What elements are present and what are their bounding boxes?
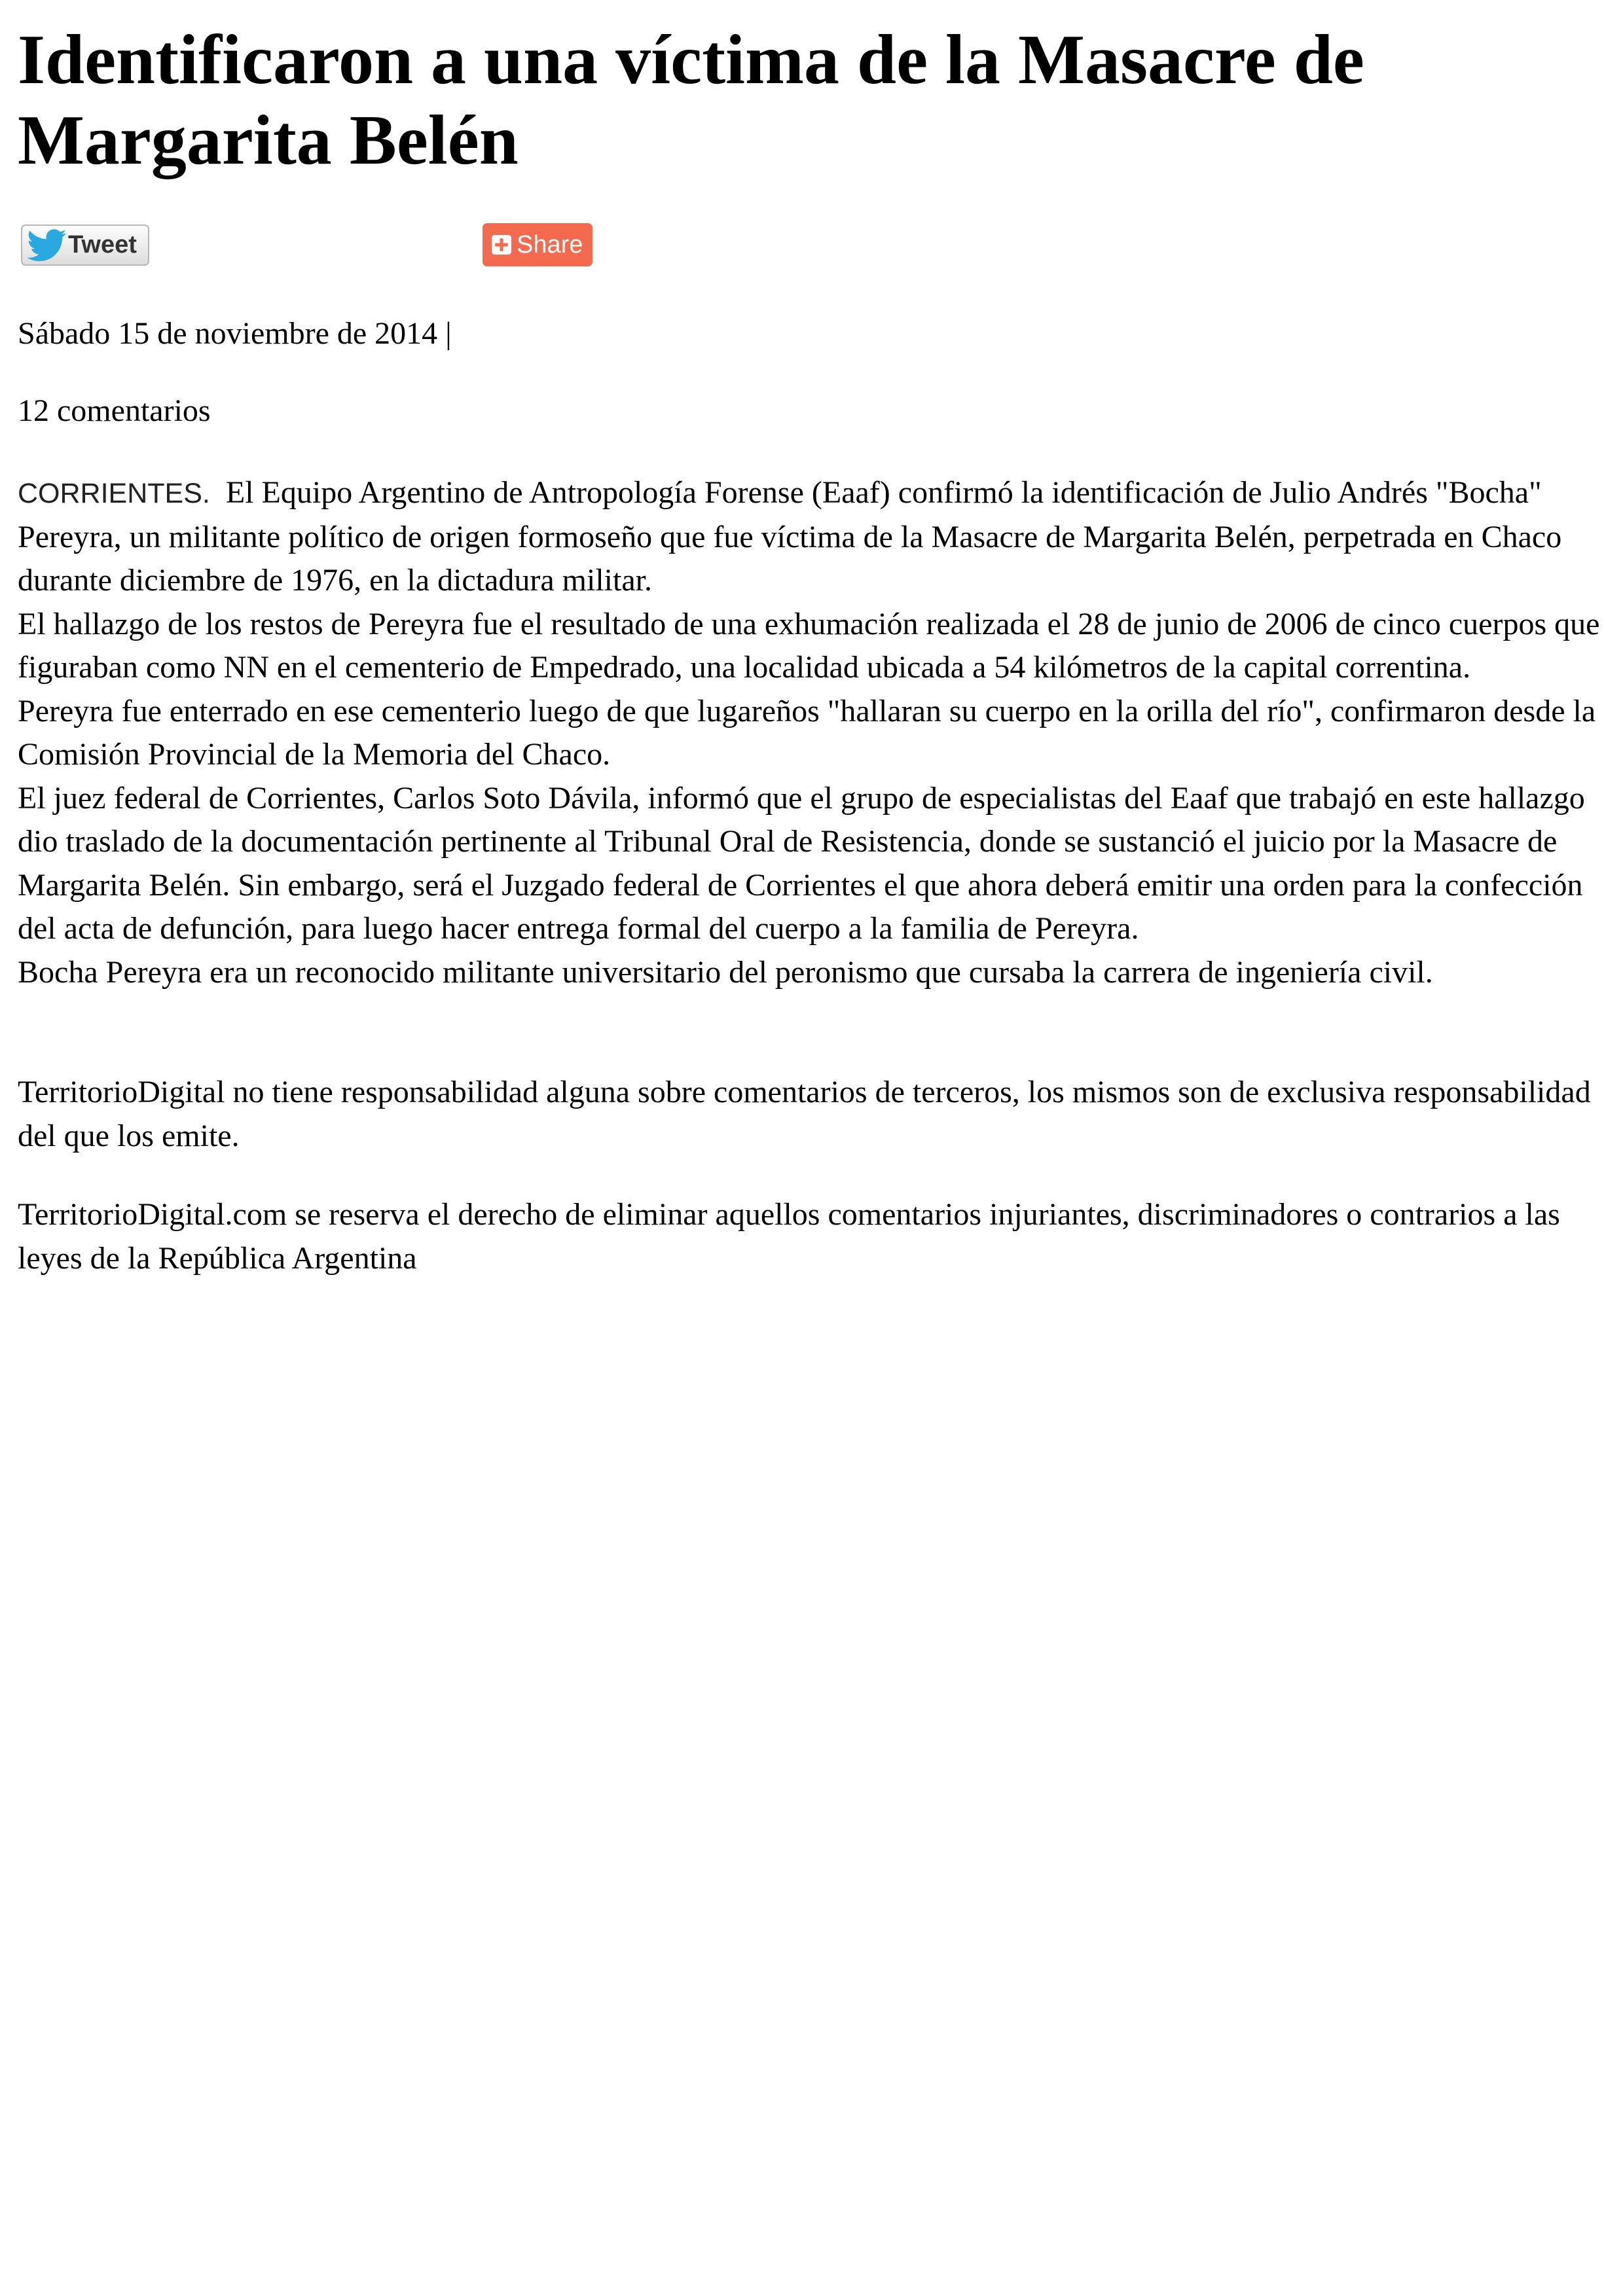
article-paragraph: El juez federal de Corrientes, Carlos Soto Dávila, informó que el grupo de especialistas del Eaaf que trabajó en este hallazgo dio traslado de la documentación pertinente al Tribunal Oral de Resistencia, donde se sustanció el juicio por la Masacre de Margarita Belén. Sin embargo, será el Juzgado federal de Corrientes el que ahora deberá emitir una orden para la confección del acta de defunción, para luego hacer entrega formal del cuerpo a la familia de Pereyra. (18, 780, 1585, 946)
article-paragraph: El hallazgo de los restos de Pereyra fue el resultado de una exhumación realizada el 28 de junio de 2006 de cinco cuerpos que figuraban como NN en el cementerio de Empedrado, una localidad ubicada a 54 kilómetros de la capital correntina. (18, 606, 1600, 685)
tweet-button[interactable] (21, 224, 149, 266)
share-toolbar (18, 224, 672, 270)
tweet-button-label: Tweet (68, 231, 137, 259)
article-page (18, 0, 1609, 1276)
plus-box-icon (492, 235, 511, 255)
share-button-label: Share (517, 230, 583, 259)
article-dateline: CORRIENTES. (18, 478, 210, 509)
comments-disclaimer: TerritorioDigital no tiene responsabilidad alguna sobre comentarios de terceros, los mismos son de exclusiva responsabilidad del que los emite. (18, 1075, 1591, 1153)
article-paragraph-text: El Equipo Argentino de Antropología Forense (Eaaf) confirmó la identificación de Julio Andrés "Bocha" Pereyra, un militante político de origen formoseño que fue víctima de la Masacre de Margarita Belén, perpetrada en Chaco durante diciembre de 1976, en la dictadura militar. (18, 475, 1562, 598)
share-button[interactable] (483, 223, 593, 266)
article-paragraph: Bocha Pereyra era un reconocido militante universitario del peronismo que cursaba la carrera de ingeniería civil. (18, 954, 1433, 990)
twitter-bird-icon (27, 229, 67, 262)
article-body (18, 471, 1609, 994)
article-paragraph (18, 471, 1609, 603)
comments-count-link[interactable]: 12 comentarios (18, 393, 211, 428)
article-headline: Identificaron a una víctima de la Masacre de Margarita Belén (18, 21, 1364, 179)
article-paragraph: Pereyra fue enterrado en ese cementerio luego de que lugareños "hallaran su cuerpo en la orilla del río", confirmaron desde la Comisión Provincial de la Memoria del Chaco. (18, 693, 1596, 772)
comments-policy: TerritorioDigital.com se reserva el derecho de eliminar aquellos comentarios injuriantes, discriminadores o contrarios a las leyes de la República Argentina (18, 1197, 1560, 1276)
publish-date: Sábado 15 de noviembre de 2014 | (18, 316, 452, 351)
